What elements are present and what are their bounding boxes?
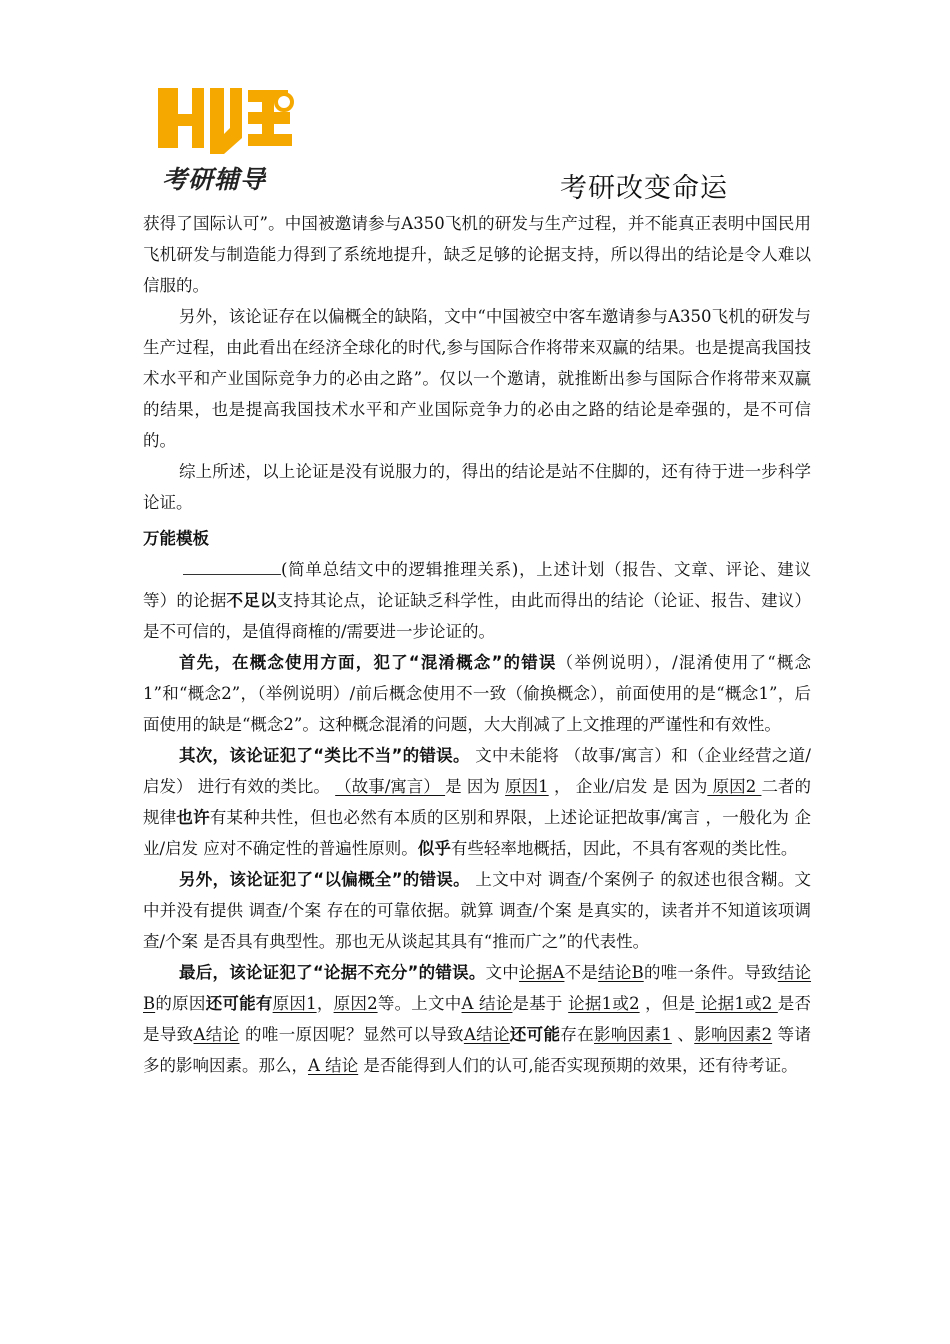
first-point: 首先，在概念使用方面，犯了“混淆概念”的错误（举例说明），/混淆使用了“概念1”和“概念2”，（举例说明）/前后概念使用不一致（偷换概念），前面使用的是“概念1”，后面使用的缺是“概念2”。这种概念混淆的问题，大大削减了上文推理的严谨性和有效性。 bbox=[143, 653, 811, 734]
paragraph-2: 另外，该论证存在以偏概全的缺陷，文中“中国被空中客车邀请参与A350飞机的研发与生产过程，由此看出在经济全球化的时代,参与国际合作将带来双赢的结果。也是提高我国技术水平和产业国际竞争力的必由之路”。仅以一个邀请，就推断出参与国际合作将带来双赢的结果，也是提高我国技术水平和产业国际竞争力的必由之路的结论是牵强的，是不可信的。 bbox=[143, 307, 811, 450]
template-intro: (简单总结文中的逻辑推理关系)，上述计划（报告、文章、评论、建议等）的论据不足以支持其论点，论证缺乏科学性，由此而得出的结论（论证、报告、建议）是不可信的，是值得商榷的/需要进一步论证的。 bbox=[143, 560, 812, 641]
paragraph-1: 获得了国际认可”。中国被邀请参与A350飞机的研发与生产过程，并不能真正表明中国民用飞机研发与制造能力得到了系统地提升，缺乏足够的论据支持，所以得出的结论是令人难以信服的。 bbox=[143, 214, 811, 295]
paragraph-3: 综上所述，以上论证是没有说服力的，得出的结论是站不住脚的，还有待于进一步科学论证。 bbox=[143, 462, 811, 512]
third-point: 另外，该论证犯了“以偏概全”的错误。 上文中对 调查/个案例子 的叙述也很含糊。文中并没有提供 调查/个案 存在的可靠依据。就算 调查/个案 是真实的，读者并不知道该项调查/个案 是否具有典型性。那也无从谈起其具有“推而广之”的代表性。 bbox=[143, 870, 811, 951]
kaicheng-logo bbox=[150, 78, 300, 196]
logo-subtitle: 考研辅导 bbox=[162, 165, 267, 194]
second-point: 其次，该论证犯了“类比不当”的错误。 文中未能将 （故事/寓言）和（企业经营之道/启发） 进行有效的类比。 （故事/寓言） 是 因为 原因1 ， 企业/启发 是 因为 原因2 二者的规律也许有某种共性，但也必然有本质的区别和界限，上述论证把故事/寓言 ，一般化为 企业/启发 应对不确定性的普遍性原则。似乎有些轻率地概括，因此，不具有客观的类比性。 bbox=[143, 746, 812, 858]
slogan: 考研改变命运 bbox=[560, 173, 728, 204]
template-heading: 万能模板 bbox=[143, 529, 209, 548]
last-point: 最后，该论证犯了“论据不充分”的错误。文中论据A不是结论B的唯一条件。导致结论B的原因还可能有原因1，原因2等。上文中A 结论是基于 论据1或2 ，但是 论据1或2 是否是导致A结论 的唯一原因呢？显然可以导致A结论还可能存在影响因素1 、影响因素2 等诸多的影响因素。那么，A 结论 是否能得到人们的认可,能否实现预期的效果，还有待考证。 bbox=[143, 963, 812, 1075]
essay-content bbox=[143, 208, 811, 1081]
fill-blank bbox=[183, 560, 281, 575]
